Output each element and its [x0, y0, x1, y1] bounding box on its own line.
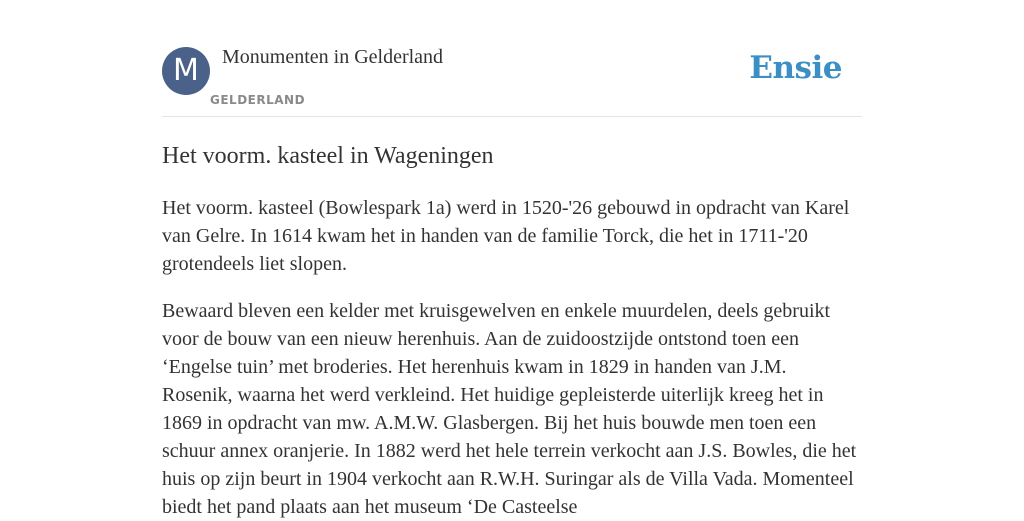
article-paragraph-1: Het voorm. kasteel (Bowlespark 1a) werd in 1520-'26 gebouwd in opdracht van Karel van Gelre. In 1614 kwam het in handen van de familie Torck, die het in 1711-'20 grotendeels liet slopen.	[162, 197, 850, 275]
article-title: Het voorm. kasteel in Wageningen	[162, 143, 494, 169]
page	[162, 0, 862, 521]
category-label[interactable]: GELDERLAND	[210, 93, 306, 107]
author-name[interactable]: Monumenten in Gelderland	[222, 46, 444, 68]
avatar[interactable]: M	[162, 47, 210, 95]
brand-logo[interactable]: Ensie	[749, 50, 842, 86]
article-paragraph-2: Bewaard bleven een kelder met kruisgewelven en enkele muurdelen, deels gebruikt voor de bouw van een nieuw herenhuis. Aan de zuidoostzijde ontstond toen een ‘Engelse tuin’ met broderies. Het herenhuis kwam in 1829 in handen van J.M. Rosenik, waarna het werd verkleind. Het huidige gepleisterde uiterlijk kreeg het in 1869 in opdracht van mw. A.M.W. Glasbergen. Bij het huis bouwde men toen een schuur annex oranjerie. In 1882 werd het hele terrein verkocht aan J.S. Bowles, die het huis op zijn beurt in 1904 verkocht aan R.W.H. Suringar als de Villa Vada. Momenteel biedt het pand plaats aan het museum ‘De Casteelse	[162, 300, 857, 518]
header	[162, 0, 862, 117]
